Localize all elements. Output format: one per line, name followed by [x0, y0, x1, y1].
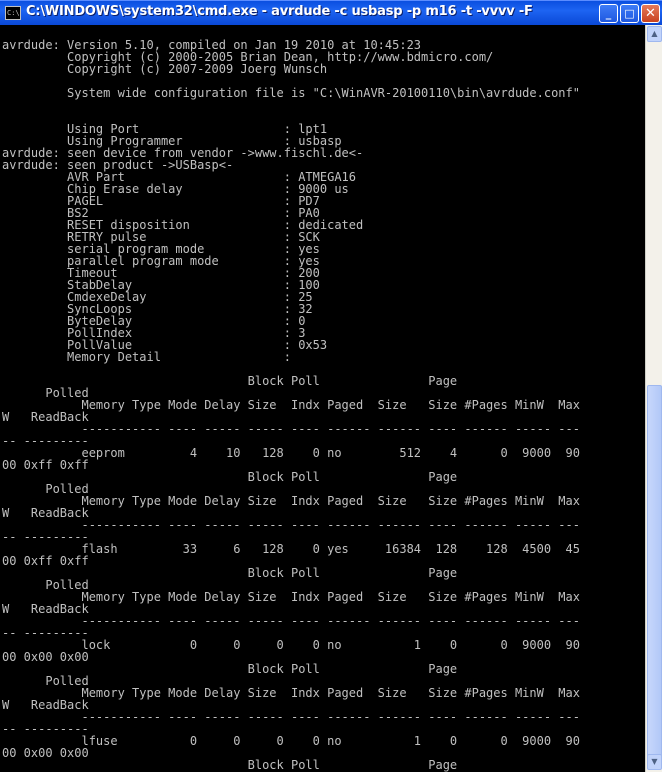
console-line: 00 0xff 0xff — [2, 554, 89, 568]
console-line: Memory Detail : — [2, 350, 291, 364]
console-line: 00 0x00 0x00 — [2, 650, 89, 664]
console-line: RETRY pulse : SCK — [2, 230, 320, 244]
console-line: avrdude: seen product ->USBasp<- — [2, 158, 234, 172]
console-line: StabDelay : 100 — [2, 278, 320, 292]
console-line: Block Poll Page — [2, 566, 458, 580]
console-line: Memory Type Mode Delay Size Indx Paged Size Size #Pages MinW Max — [2, 590, 580, 604]
console-line: -- --------- — [2, 722, 89, 736]
console-line: PollIndex : 3 — [2, 326, 306, 340]
console-line: Block Poll Page — [2, 374, 458, 388]
console-line: Polled — [2, 482, 89, 496]
cmd-app-icon[interactable]: C:\ — [5, 6, 21, 20]
console-line: Memory Type Mode Delay Size Indx Paged Size Size #Pages MinW Max — [2, 686, 580, 700]
maximize-button[interactable]: □ — [620, 4, 639, 23]
console-line: Chip Erase delay : 9000 us — [2, 182, 349, 196]
console-line: ----------- ---- ----- ----- ---- ------ ------ ---- ------ ----- --- — [2, 422, 580, 436]
vertical-scrollbar[interactable] — [645, 25, 662, 772]
console-line: ----------- ---- ----- ----- ---- ------ ------ ---- ------ ----- --- — [2, 710, 580, 724]
console-line: W ReadBack — [2, 602, 89, 616]
console-line: eeprom 4 10 128 0 no 512 4 0 9000 90 — [2, 446, 580, 460]
scroll-thumb[interactable] — [647, 385, 662, 765]
window-title: C:\WINDOWS\system32\cmd.exe - avrdude -c usbasp -p m16 -t -vvvv -F — [26, 4, 533, 19]
minimize-button[interactable]: _ — [599, 4, 618, 23]
console-line: serial program mode : yes — [2, 242, 320, 256]
close-button[interactable]: ✕ — [641, 4, 660, 23]
console-line: AVR Part : ATMEGA16 — [2, 170, 357, 184]
console-line: ----------- ---- ----- ----- ---- ------ ------ ---- ------ ----- --- — [2, 614, 580, 628]
console-line: flash 33 6 128 0 yes 16384 128 128 4500 45 — [2, 542, 580, 556]
console-area[interactable] — [0, 25, 645, 772]
console-line: -- --------- — [2, 530, 89, 544]
title-bar[interactable] — [0, 0, 662, 25]
console-line: Copyright (c) 2000-2005 Brian Dean, http://www.bdmicro.com/ — [2, 50, 494, 64]
console-line: W ReadBack — [2, 410, 89, 424]
console-line: RESET disposition : dedicated — [2, 218, 364, 232]
console-line: Using Programmer : usbasp — [2, 134, 342, 148]
console-line: W ReadBack — [2, 506, 89, 520]
console-line: avrdude: Version 5.10, compiled on Jan 19 2010 at 10:45:23 — [2, 38, 422, 52]
console-line: Block Poll Page — [2, 662, 458, 676]
console-line: Copyright (c) 2007-2009 Joerg Wunsch — [2, 62, 328, 76]
console-line: Block Poll Page — [2, 758, 458, 772]
console-line: lock 0 0 0 0 no 1 0 0 9000 90 — [2, 638, 580, 652]
console-output[interactable] — [0, 25, 645, 771]
console-line: Polled — [2, 578, 89, 592]
console-line: BS2 : PA0 — [2, 206, 320, 220]
console-line: ----------- ---- ----- ----- ---- ------ ------ ---- ------ ----- --- — [2, 518, 580, 532]
console-line: PollValue : 0x53 — [2, 338, 328, 352]
console-line: -- --------- — [2, 626, 89, 640]
console-line: SyncLoops : 32 — [2, 302, 313, 316]
console-line: 00 0xff 0xff — [2, 458, 89, 472]
console-line: Using Port : lpt1 — [2, 122, 328, 136]
console-line: CmdexeDelay : 25 — [2, 290, 313, 304]
console-line: Memory Type Mode Delay Size Indx Paged Size Size #Pages MinW Max — [2, 398, 580, 412]
console-line: -- --------- — [2, 434, 89, 448]
console-line: Memory Type Mode Delay Size Indx Paged Size Size #Pages MinW Max — [2, 494, 580, 508]
console-line: Polled — [2, 386, 89, 400]
console-line: ByteDelay : 0 — [2, 314, 306, 328]
console-line: parallel program mode : yes — [2, 254, 320, 268]
console-line: lfuse 0 0 0 0 no 1 0 0 9000 90 — [2, 734, 580, 748]
console-line: Block Poll Page — [2, 470, 458, 484]
console-line: Polled — [2, 674, 89, 688]
console-line: Timeout : 200 — [2, 266, 320, 280]
console-line: 00 0x00 0x00 — [2, 746, 89, 760]
console-line: avrdude: seen device from vendor ->www.fischl.de<- — [2, 146, 364, 160]
console-line: W ReadBack — [2, 698, 89, 712]
console-line: System wide configuration file is "C:\WinAVR-20100110\bin\avrdude.conf" — [2, 86, 580, 100]
scroll-up-button[interactable]: ▲ — [647, 26, 662, 42]
console-line: PAGEL : PD7 — [2, 194, 320, 208]
scroll-down-button[interactable]: ▼ — [647, 754, 662, 770]
